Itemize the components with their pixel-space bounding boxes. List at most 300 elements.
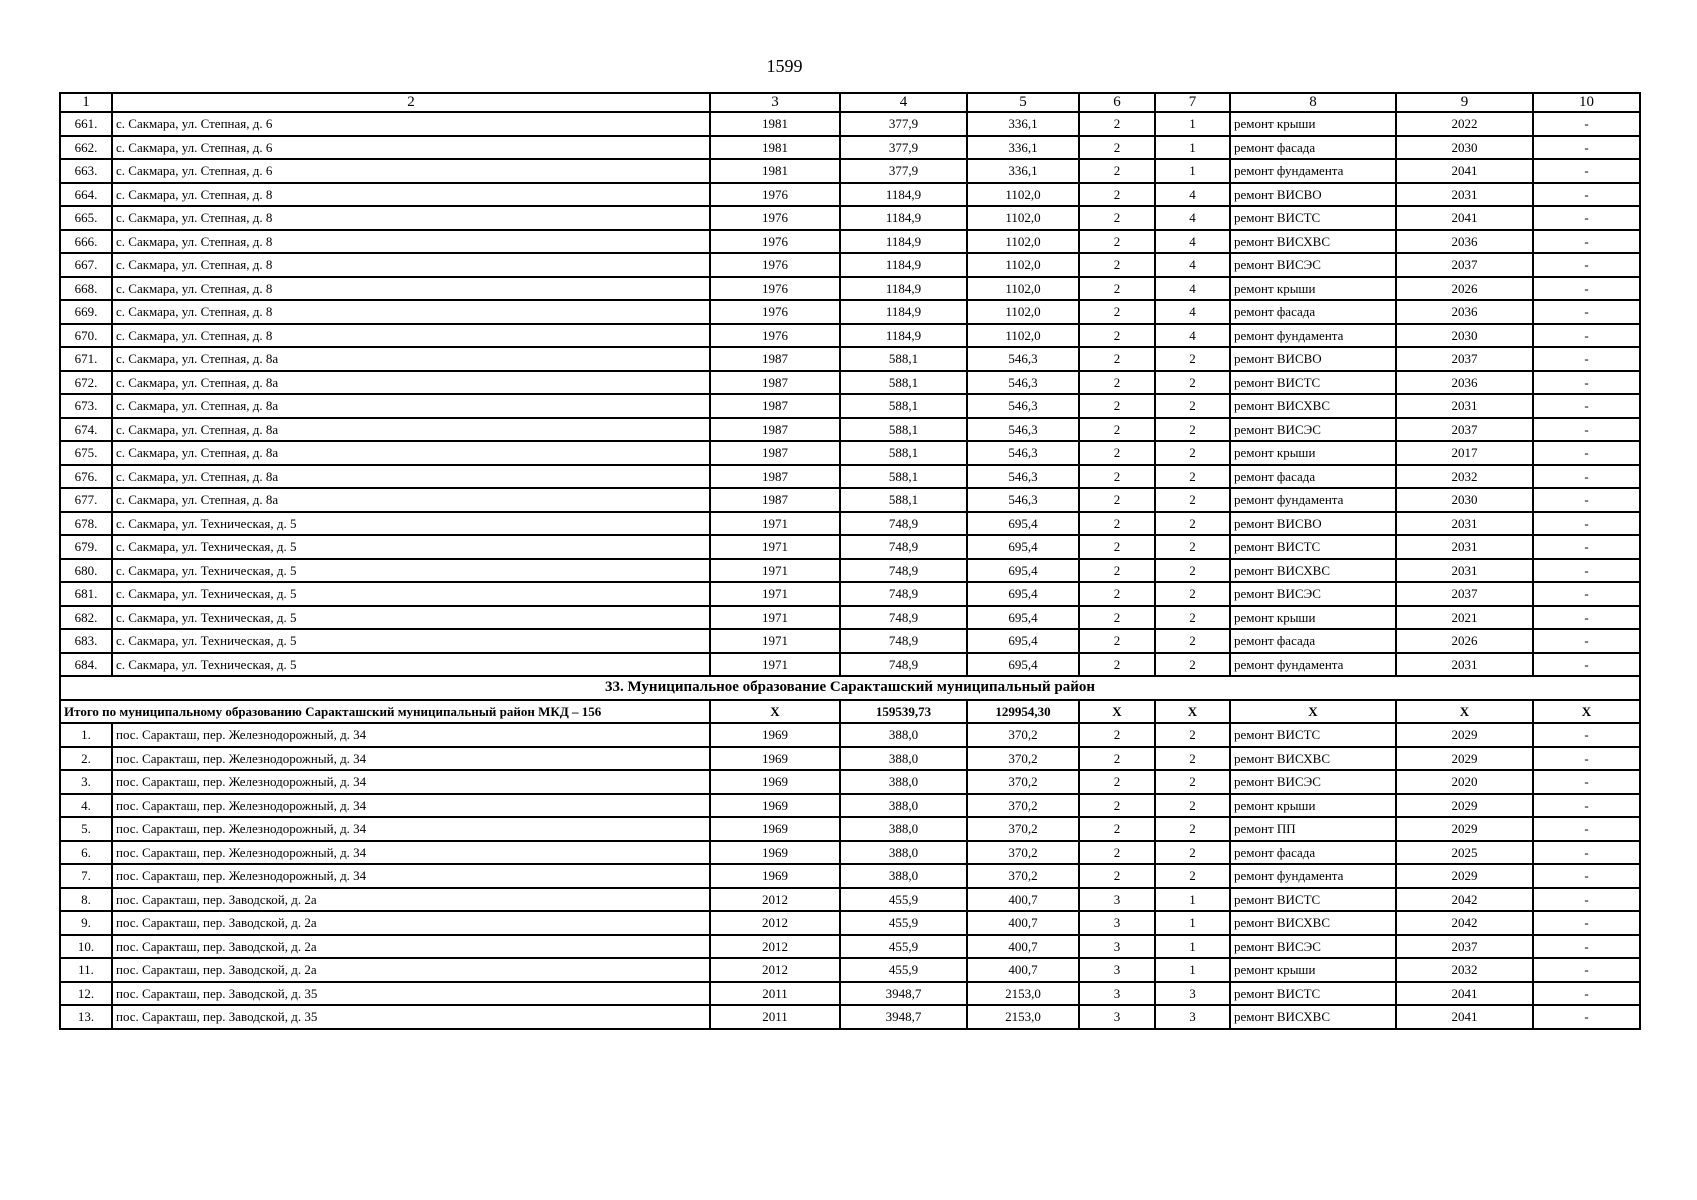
address: с. Сакмара, ул. Степная, д. 8а [112,394,710,418]
table-row [60,418,1640,442]
address: с. Сакмара, ул. Степная, д. 8а [112,347,710,371]
residential-area: 336,1 [967,159,1079,183]
repair-work-type: ремонт крыши [1230,794,1396,818]
row-number: 677. [60,488,112,512]
note: - [1533,794,1640,818]
total-label: Итого по муниципальному образованию Саракташский муниципальный район МКД – 156 [60,700,710,724]
row-number: 684. [60,653,112,677]
table-row [60,112,1640,136]
planned-year: 2031 [1396,535,1533,559]
row-number: 679. [60,535,112,559]
floors-count: 2 [1079,347,1155,371]
column-number: 1 [60,93,112,112]
floors-count: 2 [1079,300,1155,324]
repair-work-type: ремонт ВИСЭС [1230,582,1396,606]
floors-count: 2 [1079,653,1155,677]
table-row [60,770,1640,794]
repair-work-type: ремонт фасада [1230,841,1396,865]
note: - [1533,747,1640,771]
floors-count: 3 [1079,1005,1155,1029]
note: - [1533,418,1640,442]
total-value: X [1079,700,1155,724]
entrances-count: 1 [1155,112,1230,136]
planned-year: 2032 [1396,958,1533,982]
row-number: 7. [60,864,112,888]
total-area: 748,9 [840,512,967,536]
column-number: 9 [1396,93,1533,112]
note: - [1533,653,1640,677]
row-number: 11. [60,958,112,982]
floors-count: 2 [1079,747,1155,771]
note: - [1533,817,1640,841]
total-area: 1184,9 [840,277,967,301]
floors-count: 2 [1079,488,1155,512]
table-row [60,794,1640,818]
column-number: 6 [1079,93,1155,112]
total-value: X [1533,700,1640,724]
commission-year: 2011 [710,1005,840,1029]
address: с. Сакмара, ул. Степная, д. 8а [112,441,710,465]
row-number: 669. [60,300,112,324]
total-value: X [1396,700,1533,724]
address: пос. Саракташ, пер. Железнодорожный, д. 34 [112,747,710,771]
entrances-count: 2 [1155,582,1230,606]
table-row [60,535,1640,559]
total-area: 588,1 [840,418,967,442]
address: с. Сакмара, ул. Степная, д. 8а [112,488,710,512]
planned-year: 2042 [1396,888,1533,912]
note: - [1533,230,1640,254]
entrances-count: 2 [1155,347,1230,371]
planned-year: 2036 [1396,371,1533,395]
address: с. Сакмара, ул. Степная, д. 8 [112,300,710,324]
repair-work-type: ремонт фасада [1230,136,1396,160]
table-row [60,183,1640,207]
table-row [60,230,1640,254]
residential-area: 546,3 [967,465,1079,489]
total-area: 388,0 [840,747,967,771]
row-number: 665. [60,206,112,230]
table-row [60,277,1640,301]
commission-year: 2012 [710,958,840,982]
total-area: 1184,9 [840,324,967,348]
repair-work-type: ремонт ВИСХВС [1230,559,1396,583]
address: с. Сакмара, ул. Степная, д. 6 [112,159,710,183]
repair-work-type: ремонт ПП [1230,817,1396,841]
entrances-count: 1 [1155,935,1230,959]
total-area: 3948,7 [840,1005,967,1029]
commission-year: 2012 [710,935,840,959]
planned-year: 2041 [1396,206,1533,230]
floors-count: 2 [1079,394,1155,418]
entrances-count: 2 [1155,559,1230,583]
note: - [1533,723,1640,747]
planned-year: 2036 [1396,300,1533,324]
total-area: 1184,9 [840,183,967,207]
residential-area: 695,4 [967,653,1079,677]
row-number: 680. [60,559,112,583]
floors-count: 2 [1079,183,1155,207]
floors-count: 2 [1079,535,1155,559]
entrances-count: 2 [1155,770,1230,794]
repair-work-type: ремонт фасада [1230,465,1396,489]
row-number: 5. [60,817,112,841]
row-number: 1. [60,723,112,747]
row-number: 678. [60,512,112,536]
floors-count: 2 [1079,277,1155,301]
table-row [60,723,1640,747]
table-row [60,653,1640,677]
planned-year: 2037 [1396,582,1533,606]
table-row [60,841,1640,865]
planned-year: 2017 [1396,441,1533,465]
table-row [60,441,1640,465]
commission-year: 1969 [710,723,840,747]
total-area: 388,0 [840,770,967,794]
total-area: 388,0 [840,841,967,865]
address: пос. Саракташ, пер. Железнодорожный, д. 34 [112,770,710,794]
total-area: 748,9 [840,535,967,559]
residential-area: 695,4 [967,606,1079,630]
note: - [1533,277,1640,301]
repair-work-type: ремонт ВИСХВС [1230,747,1396,771]
floors-count: 2 [1079,206,1155,230]
entrances-count: 2 [1155,394,1230,418]
planned-year: 2030 [1396,324,1533,348]
residential-area: 1102,0 [967,253,1079,277]
row-number: 666. [60,230,112,254]
repair-work-type: ремонт ВИСЭС [1230,418,1396,442]
planned-year: 2022 [1396,112,1533,136]
commission-year: 1981 [710,112,840,136]
table-row [60,958,1640,982]
planned-year: 2041 [1396,159,1533,183]
table-row [60,935,1640,959]
commission-year: 1976 [710,230,840,254]
planned-year: 2020 [1396,770,1533,794]
floors-count: 2 [1079,418,1155,442]
note: - [1533,935,1640,959]
address: пос. Саракташ, пер. Железнодорожный, д. 34 [112,864,710,888]
commission-year: 2012 [710,888,840,912]
repair-work-type: ремонт крыши [1230,441,1396,465]
column-number: 3 [710,93,840,112]
row-number: 673. [60,394,112,418]
residential-area: 400,7 [967,958,1079,982]
column-number: 7 [1155,93,1230,112]
table-row [60,136,1640,160]
total-value: X [710,700,840,724]
residential-area: 370,2 [967,723,1079,747]
repair-work-type: ремонт крыши [1230,606,1396,630]
residential-area: 2153,0 [967,982,1079,1006]
entrances-count: 2 [1155,441,1230,465]
address: пос. Саракташ, пер. Железнодорожный, д. 34 [112,841,710,865]
entrances-count: 2 [1155,535,1230,559]
row-number: 674. [60,418,112,442]
table-row [60,817,1640,841]
row-number: 683. [60,629,112,653]
note: - [1533,324,1640,348]
repair-work-type: ремонт ВИСВО [1230,183,1396,207]
page-number: 1599 [766,56,803,76]
residential-area: 695,4 [967,559,1079,583]
residential-area: 546,3 [967,371,1079,395]
entrances-count: 4 [1155,230,1230,254]
address: с. Сакмара, ул. Степная, д. 8 [112,183,710,207]
total-area: 377,9 [840,112,967,136]
table-row [60,606,1640,630]
row-number: 661. [60,112,112,136]
total-area: 588,1 [840,441,967,465]
note: - [1533,911,1640,935]
repair-work-type: ремонт фундамента [1230,864,1396,888]
floors-count: 2 [1079,841,1155,865]
planned-year: 2032 [1396,465,1533,489]
note: - [1533,888,1640,912]
address: с. Сакмара, ул. Техническая, д. 5 [112,535,710,559]
planned-year: 2041 [1396,1005,1533,1029]
commission-year: 2012 [710,911,840,935]
commission-year: 1969 [710,841,840,865]
commission-year: 1987 [710,441,840,465]
planned-year: 2037 [1396,253,1533,277]
table-row [60,206,1640,230]
address: пос. Саракташ, пер. Заводской, д. 35 [112,982,710,1006]
entrances-count: 2 [1155,653,1230,677]
floors-count: 2 [1079,794,1155,818]
address: пос. Саракташ, пер. Железнодорожный, д. 34 [112,817,710,841]
note: - [1533,136,1640,160]
repair-work-type: ремонт ВИСХВС [1230,230,1396,254]
repair-work-type: ремонт ВИСТС [1230,982,1396,1006]
repair-work-type: ремонт ВИСХВС [1230,1005,1396,1029]
note: - [1533,206,1640,230]
table-row [60,512,1640,536]
repair-work-type: ремонт ВИСХВС [1230,394,1396,418]
residential-area: 370,2 [967,864,1079,888]
floors-count: 3 [1079,982,1155,1006]
note: - [1533,371,1640,395]
repair-work-type: ремонт ВИСВО [1230,512,1396,536]
repair-work-type: ремонт фундамента [1230,159,1396,183]
entrances-count: 2 [1155,465,1230,489]
floors-count: 3 [1079,935,1155,959]
residential-area: 695,4 [967,512,1079,536]
row-number: 663. [60,159,112,183]
residential-area: 546,3 [967,441,1079,465]
floors-count: 2 [1079,441,1155,465]
total-area: 455,9 [840,935,967,959]
repair-work-type: ремонт ВИСТС [1230,723,1396,747]
row-number: 670. [60,324,112,348]
commission-year: 1976 [710,324,840,348]
floors-count: 3 [1079,911,1155,935]
residential-area: 546,3 [967,418,1079,442]
residential-area: 1102,0 [967,183,1079,207]
residential-area: 400,7 [967,888,1079,912]
note: - [1533,183,1640,207]
table-row [60,253,1640,277]
entrances-count: 1 [1155,888,1230,912]
note: - [1533,841,1640,865]
residential-area: 370,2 [967,817,1079,841]
commission-year: 1971 [710,629,840,653]
row-number: 681. [60,582,112,606]
total-value: 129954,30 [967,700,1079,724]
repair-register-table [59,92,1641,1030]
note: - [1533,629,1640,653]
commission-year: 1971 [710,606,840,630]
commission-year: 1971 [710,512,840,536]
address: пос. Саракташ, пер. Заводской, д. 2а [112,958,710,982]
table-row [60,629,1640,653]
table-row [60,324,1640,348]
entrances-count: 4 [1155,277,1230,301]
commission-year: 1981 [710,159,840,183]
planned-year: 2031 [1396,512,1533,536]
residential-area: 1102,0 [967,206,1079,230]
note: - [1533,1005,1640,1029]
row-number: 667. [60,253,112,277]
planned-year: 2029 [1396,747,1533,771]
commission-year: 1969 [710,864,840,888]
floors-count: 2 [1079,230,1155,254]
repair-work-type: ремонт крыши [1230,958,1396,982]
row-number: 6. [60,841,112,865]
note: - [1533,958,1640,982]
total-row [60,700,1640,724]
row-number: 2. [60,747,112,771]
column-number: 10 [1533,93,1640,112]
entrances-count: 4 [1155,183,1230,207]
commission-year: 1969 [710,770,840,794]
repair-work-type: ремонт фундамента [1230,653,1396,677]
repair-work-type: ремонт фундамента [1230,324,1396,348]
note: - [1533,488,1640,512]
entrances-count: 4 [1155,300,1230,324]
address: пос. Саракташ, пер. Заводской, д. 2а [112,935,710,959]
floors-count: 2 [1079,371,1155,395]
floors-count: 2 [1079,582,1155,606]
residential-area: 1102,0 [967,300,1079,324]
commission-year: 1987 [710,371,840,395]
floors-count: 2 [1079,864,1155,888]
entrances-count: 2 [1155,606,1230,630]
address: пос. Саракташ, пер. Заводской, д. 2а [112,888,710,912]
section-title-row [60,676,1640,700]
entrances-count: 2 [1155,841,1230,865]
total-area: 588,1 [840,371,967,395]
residential-area: 1102,0 [967,324,1079,348]
entrances-count: 1 [1155,159,1230,183]
row-number: 668. [60,277,112,301]
total-area: 1184,9 [840,230,967,254]
row-number: 664. [60,183,112,207]
floors-count: 2 [1079,559,1155,583]
entrances-count: 2 [1155,747,1230,771]
planned-year: 2029 [1396,817,1533,841]
repair-work-type: ремонт крыши [1230,112,1396,136]
residential-area: 400,7 [967,911,1079,935]
row-number: 671. [60,347,112,371]
planned-year: 2037 [1396,418,1533,442]
residential-area: 370,2 [967,841,1079,865]
note: - [1533,770,1640,794]
commission-year: 1987 [710,465,840,489]
repair-work-type: ремонт ВИСЭС [1230,770,1396,794]
planned-year: 2037 [1396,347,1533,371]
commission-year: 1976 [710,206,840,230]
floors-count: 2 [1079,606,1155,630]
planned-year: 2041 [1396,982,1533,1006]
address: с. Сакмара, ул. Техническая, д. 5 [112,559,710,583]
planned-year: 2025 [1396,841,1533,865]
address: с. Сакмара, ул. Степная, д. 8 [112,253,710,277]
table-row [60,465,1640,489]
commission-year: 1976 [710,183,840,207]
address: с. Сакмара, ул. Техническая, д. 5 [112,582,710,606]
total-area: 3948,7 [840,982,967,1006]
repair-work-type: ремонт ВИСВО [1230,347,1396,371]
row-number: 10. [60,935,112,959]
residential-area: 546,3 [967,488,1079,512]
entrances-count: 4 [1155,324,1230,348]
row-number: 662. [60,136,112,160]
residential-area: 1102,0 [967,277,1079,301]
planned-year: 2021 [1396,606,1533,630]
note: - [1533,582,1640,606]
entrances-count: 4 [1155,206,1230,230]
address: пос. Саракташ, пер. Железнодорожный, д. 34 [112,794,710,818]
row-number: 9. [60,911,112,935]
commission-year: 2011 [710,982,840,1006]
residential-area: 370,2 [967,747,1079,771]
row-number: 675. [60,441,112,465]
address: с. Сакмара, ул. Степная, д. 8а [112,418,710,442]
total-area: 1184,9 [840,300,967,324]
row-number: 8. [60,888,112,912]
residential-area: 336,1 [967,112,1079,136]
address: с. Сакмара, ул. Степная, д. 6 [112,112,710,136]
planned-year: 2036 [1396,230,1533,254]
address: с. Сакмара, ул. Техническая, д. 5 [112,512,710,536]
row-number: 672. [60,371,112,395]
total-area: 388,0 [840,723,967,747]
row-number: 13. [60,1005,112,1029]
planned-year: 2030 [1396,136,1533,160]
table-row [60,747,1640,771]
commission-year: 1969 [710,747,840,771]
planned-year: 2026 [1396,629,1533,653]
entrances-count: 1 [1155,911,1230,935]
entrances-count: 2 [1155,488,1230,512]
table-row [60,911,1640,935]
total-area: 748,9 [840,582,967,606]
total-area: 377,9 [840,159,967,183]
column-number: 5 [967,93,1079,112]
commission-year: 1976 [710,277,840,301]
residential-area: 400,7 [967,935,1079,959]
repair-work-type: ремонт ВИСХВС [1230,911,1396,935]
note: - [1533,606,1640,630]
floors-count: 2 [1079,324,1155,348]
planned-year: 2030 [1396,488,1533,512]
repair-work-type: ремонт ВИСЭС [1230,935,1396,959]
table-row [60,159,1640,183]
table-row [60,888,1640,912]
commission-year: 1971 [710,559,840,583]
